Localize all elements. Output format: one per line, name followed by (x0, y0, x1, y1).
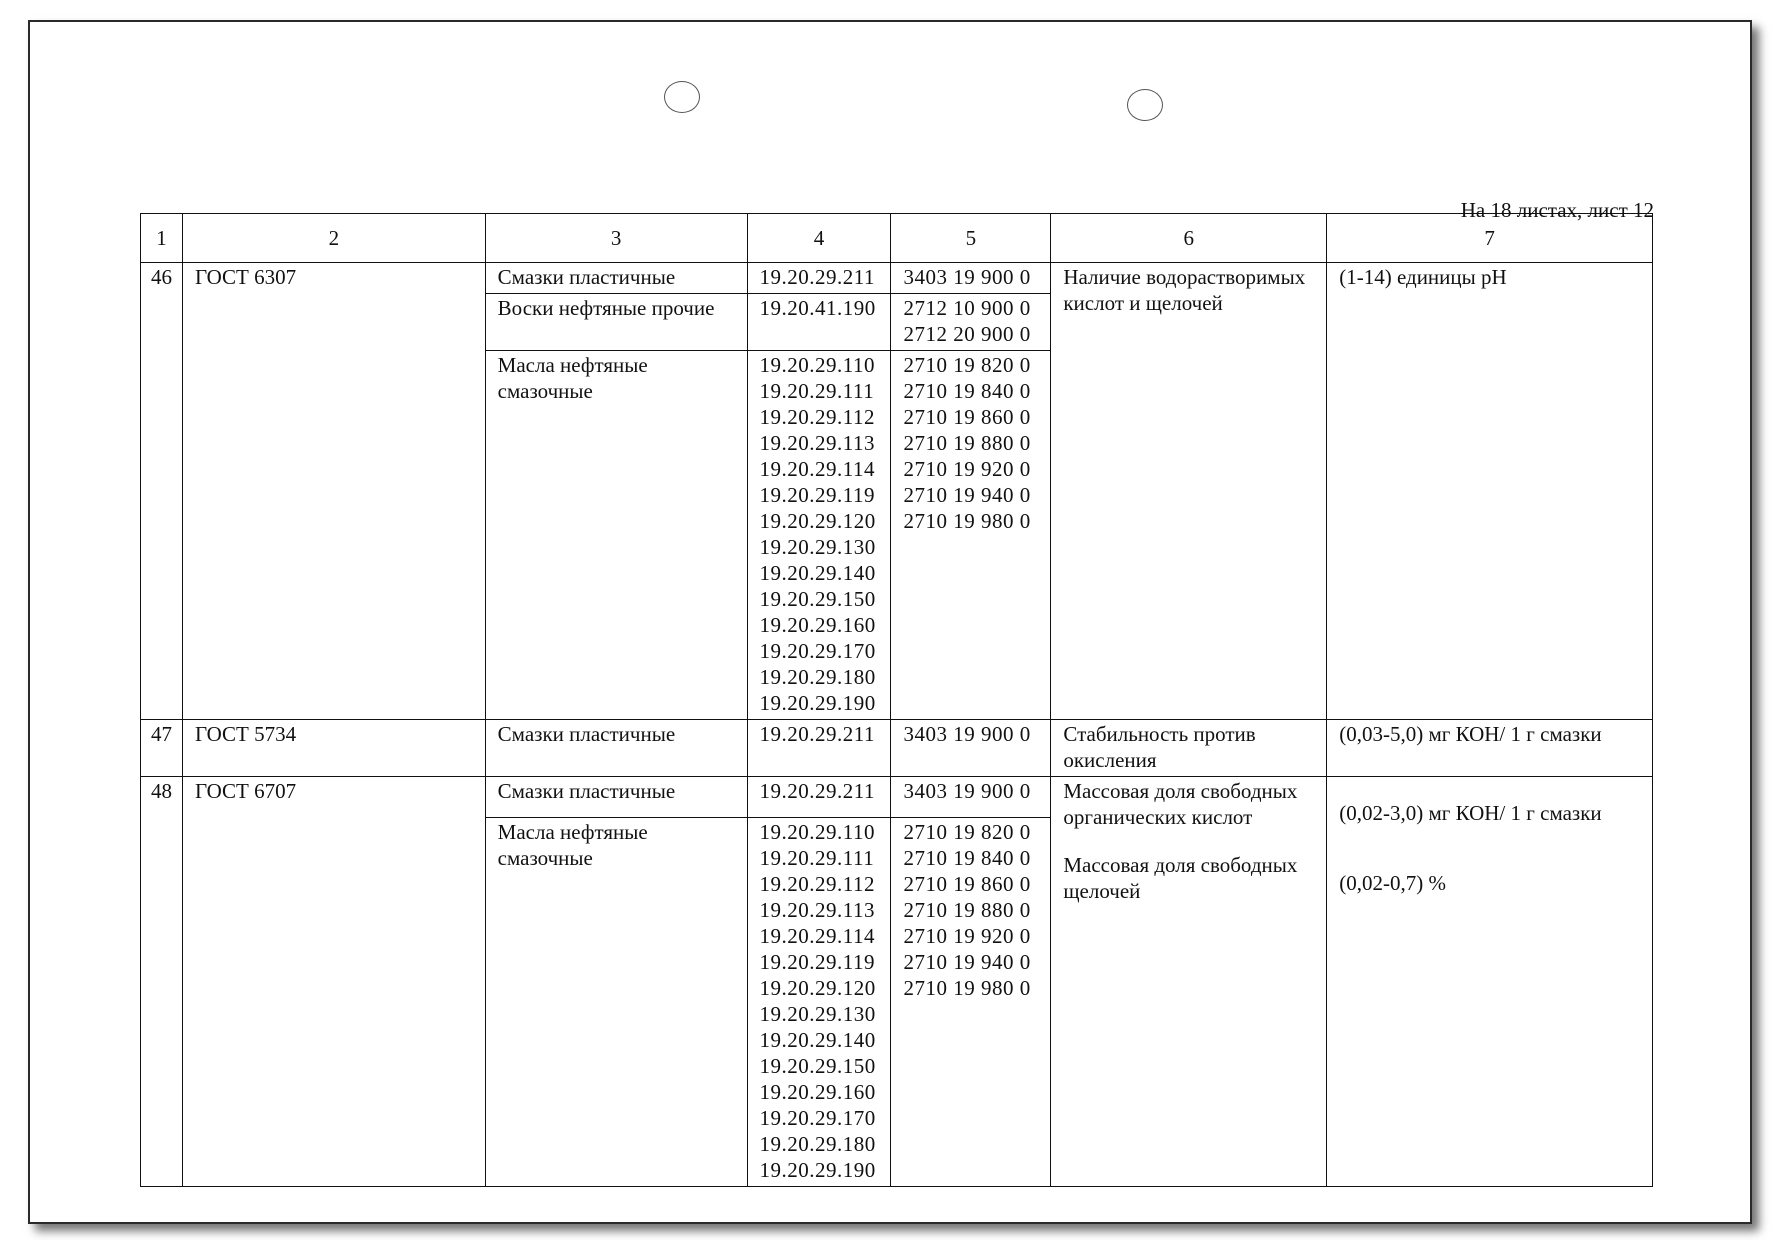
standard-document: ГОСТ 5734 (182, 720, 485, 777)
column-header: 5 (891, 214, 1051, 263)
okpd-codes: 19.20.29.211 (747, 720, 891, 777)
table-row (141, 777, 1653, 818)
column-header: 2 (182, 214, 485, 263)
product-name: Смазки пластичные (485, 720, 747, 777)
column-header: 6 (1051, 214, 1327, 263)
row-number: 47 (141, 720, 183, 777)
column-header: 4 (747, 214, 891, 263)
punch-hole (664, 81, 700, 113)
tnved-codes: 3403 19 900 0 (891, 263, 1051, 294)
product-name: Масла нефтяные смазочные (485, 818, 747, 1187)
product-name: Воски нефтяные прочие (485, 294, 747, 351)
standard-document: ГОСТ 6707 (182, 777, 485, 1187)
okpd-codes: 19.20.29.211 (747, 263, 891, 294)
tnved-codes: 2710 19 820 0 2710 19 840 0 2710 19 860 0 2710 19 880 0 2710 19 920 0 2710 19 940 0 2710 19 980 0 (891, 351, 1051, 720)
standard-document: ГОСТ 6307 (182, 263, 485, 720)
column-header: 1 (141, 214, 183, 263)
okpd-codes: 19.20.29.110 19.20.29.111 19.20.29.112 19.20.29.113 19.20.29.114 19.20.29.119 19.20.29.120 19.20.29.130 19.20.29.140 19.20.29.150 19.20.29.160 19.20.29.170 19.20.29.180 19.20.29.190 (747, 818, 891, 1187)
tnved-codes: 2710 19 820 0 2710 19 840 0 2710 19 860 0 2710 19 880 0 2710 19 920 0 2710 19 940 0 2710 19 980 0 (891, 818, 1051, 1187)
characteristic: Наличие водорастворимых кислот и щелочей (1051, 263, 1327, 720)
tnved-codes: 3403 19 900 0 (891, 720, 1051, 777)
okpd-codes: 19.20.29.110 19.20.29.111 19.20.29.112 19.20.29.113 19.20.29.114 19.20.29.119 19.20.29.120 19.20.29.130 19.20.29.140 19.20.29.150 19.20.29.160 19.20.29.170 19.20.29.180 19.20.29.190 (747, 351, 891, 720)
measurement-range: (1-14) единицы pH (1327, 263, 1653, 720)
product-name: Смазки пластичные (485, 263, 747, 294)
row-number: 48 (141, 777, 183, 1187)
table-row (141, 720, 1653, 777)
tnved-codes: 3403 19 900 0 (891, 777, 1051, 818)
okpd-codes: 19.20.29.211 (747, 777, 891, 818)
column-header: 3 (485, 214, 747, 263)
row-number: 46 (141, 263, 183, 720)
measurement-range: (0,02-3,0) мг КОН/ 1 г смазки (0,02-0,7) % (1327, 777, 1653, 1187)
characteristic: Массовая доля свободных органических кислот Массовая доля свободных щелочей (1051, 777, 1327, 1187)
table-row (141, 263, 1653, 294)
product-name: Смазки пластичные (485, 777, 747, 818)
product-name: Масла нефтяные смазочные (485, 351, 747, 720)
okpd-codes: 19.20.41.190 (747, 294, 891, 351)
accreditation-table (140, 213, 1653, 1187)
sheet-number-note: На 18 листах, лист 12 (1460, 198, 1654, 222)
column-header: 7 (1327, 214, 1653, 263)
characteristic: Стабильность против окисления (1051, 720, 1327, 777)
measurement-range: (0,03-5,0) мг КОН/ 1 г смазки (1327, 720, 1653, 777)
tnved-codes: 2712 10 900 0 2712 20 900 0 (891, 294, 1051, 351)
table-header-row (141, 214, 1653, 263)
punch-hole (1127, 89, 1163, 121)
